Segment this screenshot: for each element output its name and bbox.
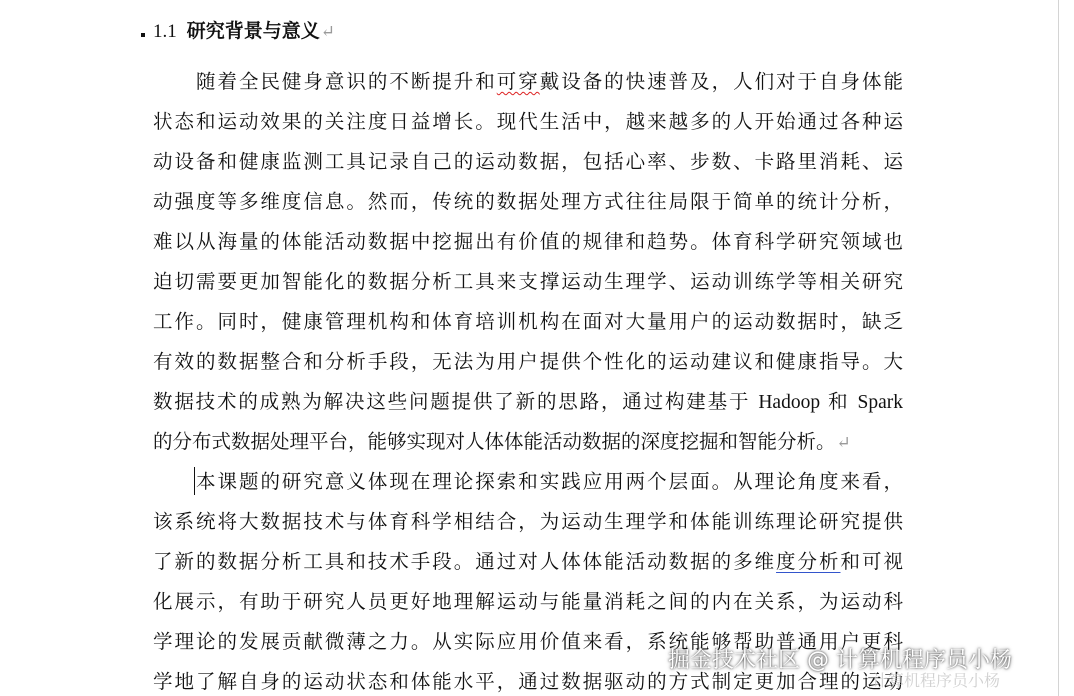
- paragraph2-line-2[interactable]: 该系统将大数据技术与体育科学相结合，为运动生理学和体能训练理论研究提供: [153, 510, 903, 533]
- paragraph2-line-6[interactable]: 学地了解自身的运动状态和体能水平，通过数据驱动的方式制定更加合理的运动: [153, 670, 903, 693]
- paragraph-mark-icon: ↵: [320, 22, 336, 42]
- watermark-text: 掘金技术社区 @ 计算机程序员小杨: [668, 648, 1012, 673]
- heading-bullet-marker: [141, 33, 145, 37]
- paragraph1-line-3[interactable]: 动设备和健康监测工具记录自己的运动数据，包括心率、步数、卡路里消耗、运: [153, 150, 903, 173]
- text-cursor: [194, 467, 195, 495]
- paragraph1-line-9[interactable]: 数据技术的成熟为解决这些问题提供了新的思路，通过构建基于 Hadoop 和 Spark: [153, 390, 903, 413]
- paragraph2-line-5[interactable]: 学理论的发展贡献微薄之力。从实际应用价值来看，系统能够帮助普通用户更科: [153, 630, 903, 653]
- watermark-subtext: 计算机程序员小杨: [872, 671, 1001, 690]
- paragraph2-line-4[interactable]: 化展示，有助于研究人员更好地理解运动与能量消耗之间的内在关系，为运动科: [153, 590, 903, 613]
- paragraph1-line-6[interactable]: 迫切需要更加智能化的数据分析工具来支撑运动生理学、运动训练学等相关研究: [153, 270, 903, 293]
- section-heading: [153, 14, 335, 49]
- paragraph1-line-1[interactable]: 随着全民健身意识的不断提升和可穿戴设备的快速普及，人们对于自身体能: [196, 70, 903, 93]
- paragraph-mark-icon: ↵: [836, 433, 851, 453]
- page-right-edge: [1058, 0, 1059, 696]
- paragraph2-line-3[interactable]: 了新的数据分析工具和技术手段。通过对人体体能活动数据的多维度分析和可视: [153, 550, 903, 573]
- paragraph1-line-7[interactable]: 工作。同时，健康管理机构和体育培训机构在面对大量用户的运动数据时，缺乏: [153, 310, 903, 333]
- paragraph1-line-2[interactable]: 状态和运动效果的关注度日益增长。现代生活中，越来越多的人开始通过各种运: [153, 110, 903, 133]
- paragraph2-line-1[interactable]: 本课题的研究意义体现在理论探索和实践应用两个层面。从理论角度来看，: [196, 470, 903, 493]
- paragraph1-line-4[interactable]: 动强度等多维度信息。然而，传统的数据处理方式往往局限于简单的统计分析，: [153, 190, 903, 213]
- heading-number: 1.1: [153, 21, 177, 42]
- heading-title: 研究背景与意义: [186, 20, 320, 42]
- spellcheck-squiggle: 可穿: [496, 70, 540, 93]
- paragraph1-line-5[interactable]: 难以从海量的体能活动数据中挖掘出有价值的规律和趋势。体育科学研究领域也: [153, 230, 903, 253]
- paragraph1-line-8[interactable]: 有效的数据整合和分析手段，无法为用户提供个性化的运动建议和健康指导。大: [153, 350, 903, 373]
- grammar-underline: 度分析: [776, 550, 841, 573]
- paragraph1-line-10[interactable]: 的分布式数据处理平台，能够实现对人体体能活动数据的深度挖掘和智能分析。↵: [153, 430, 851, 453]
